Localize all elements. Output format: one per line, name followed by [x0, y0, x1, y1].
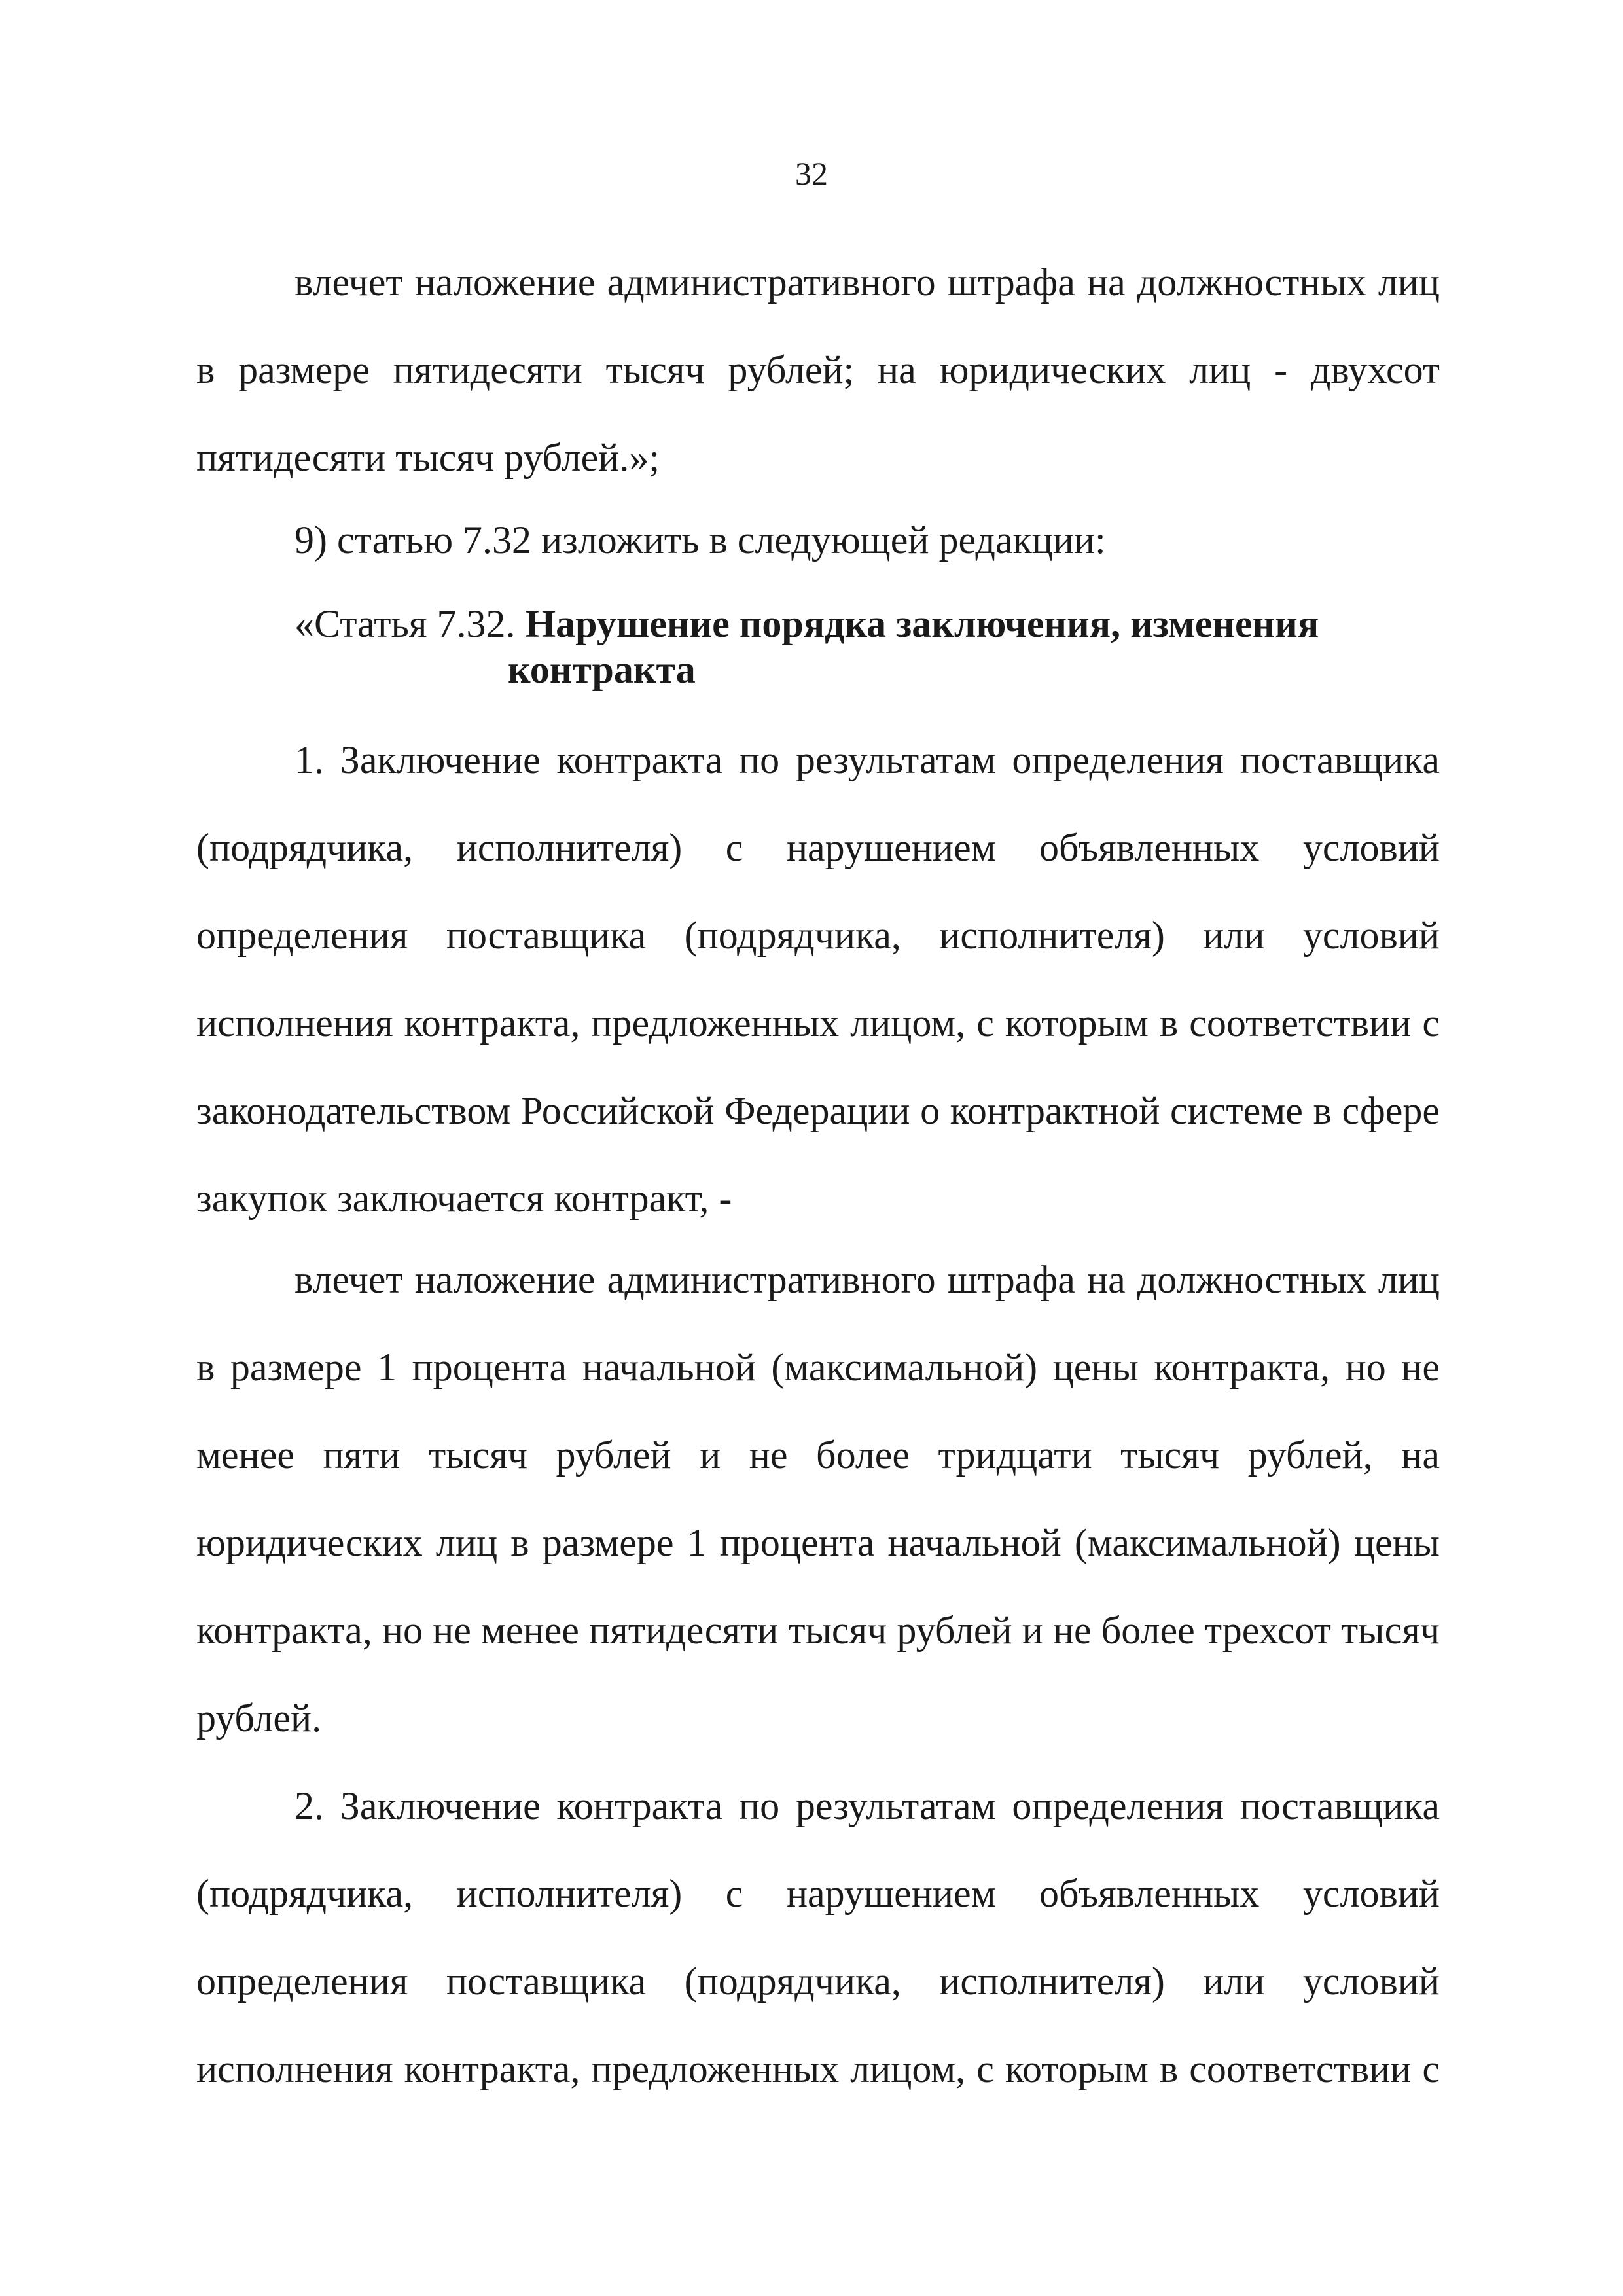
paragraph-fine-part-1: влечет наложение административного штрафа на должностных лиц в размере 1 процента начальной (максимальной) цены контракта, но не менее пяти тысяч рублей и не более тридцати тысяч рублей, на юридических лиц в размере 1 процента начальной (максимальной) цены контракта, но не менее пятидесяти тысяч рублей и не более трехсот тысяч рублей. [196, 1258, 1440, 1740]
paragraph-fine-continuation: влечет наложение административного штрафа на должностных лиц в размере пятидесяти тысяч рублей; на юридических лиц - двухсот пятидесяти тысяч рублей.»; [196, 260, 1440, 479]
article-heading-title-line2: контракта [508, 648, 696, 691]
article-heading-title: Нарушение порядка заключения, изменения [525, 602, 1319, 645]
paragraph-amendment-instruction: 9) статью 7.32 изложить в следующей редакции: [294, 518, 1106, 562]
paragraph-part-2: 2. Заключение контракта по результатам определения поставщика (подрядчика, исполнителя) с нарушением объявленных условий определения поставщика (подрядчика, исполнителя) или условий исполнения контракта, предложенных лицом, с которым в соответствии с [196, 1784, 1440, 2090]
page-number: 32 [795, 155, 828, 192]
article-heading [294, 601, 1407, 647]
paragraph-part-1: 1. Заключение контракта по результатам определения поставщика (подрядчика, исполнителя) с нарушением объявленных условий определения поставщика (подрядчика, исполнителя) или условий исполнения контракта, предложенных лицом, с которым в соответствии с законодательством Российской Федерации о контрактной системе в сфере закупок заключается контракт, - [196, 738, 1440, 1220]
article-heading-prefix: «Статья 7.32. [294, 602, 526, 645]
